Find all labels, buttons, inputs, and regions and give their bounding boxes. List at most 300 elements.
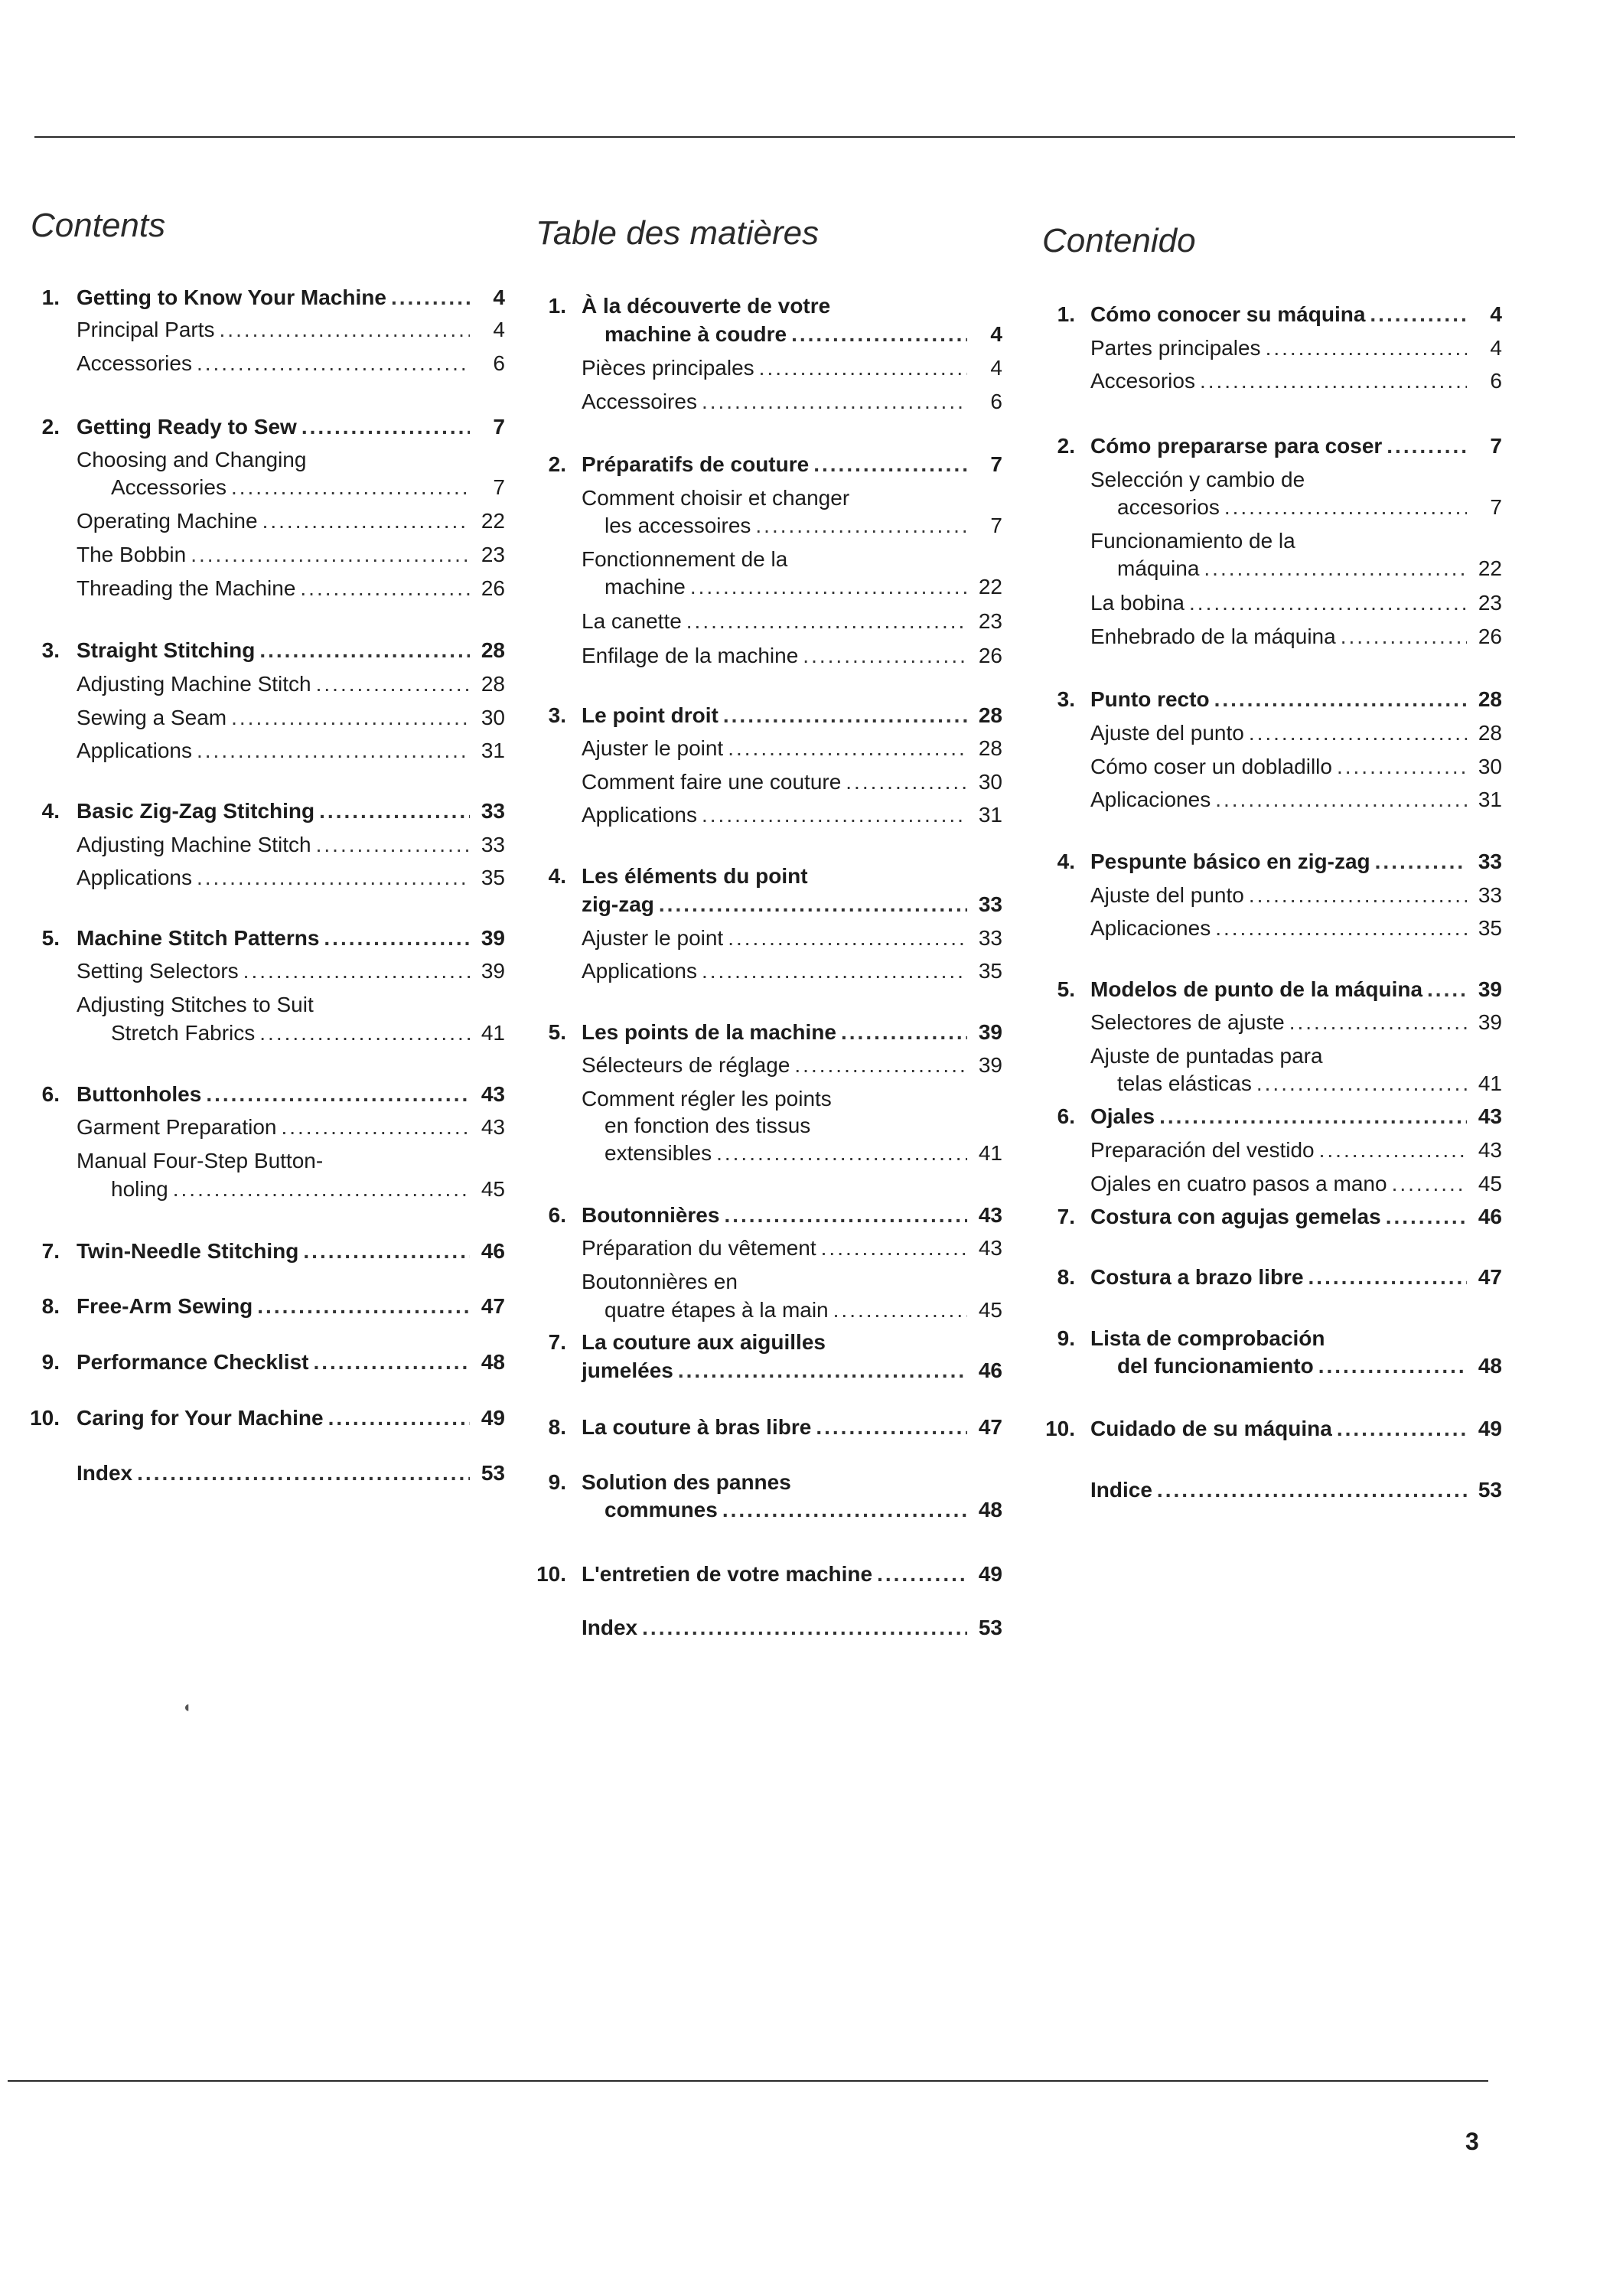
toc-entry <box>582 1235 1002 1261</box>
toc-entry <box>1090 720 1502 746</box>
toc-entry-title: Machine Stitch Patterns <box>77 926 320 950</box>
leader-dots <box>702 389 967 415</box>
toc-entry-page: 7 <box>493 475 505 499</box>
toc-entry-title: Enhebrado de la máquina <box>1090 625 1336 648</box>
toc-entry-title: Sewing a Seam <box>77 706 227 729</box>
toc-entry-title: Preparación del vestido <box>1090 1138 1315 1162</box>
toc-entry <box>582 1269 1002 1295</box>
toc-entry-title: telas elásticas <box>1117 1071 1252 1095</box>
toc-entry-title: Index <box>582 1616 638 1639</box>
leader-dots <box>1189 590 1467 616</box>
toc-entry-title: Préparation du vêtement <box>582 1236 816 1260</box>
leader-dots <box>1215 915 1467 941</box>
toc-entry <box>548 863 1002 889</box>
toc-entry-title: Cómo prepararse para coser <box>1090 434 1383 458</box>
toc-entry <box>1045 1416 1502 1442</box>
toc-entry-page: 48 <box>481 1350 505 1374</box>
leader-dots <box>1318 1353 1467 1379</box>
toc-entry-title: Selectores de ajuste <box>1090 1010 1285 1034</box>
toc-entry-page: 4 <box>493 318 505 341</box>
leader-dots <box>1266 335 1467 361</box>
toc-entry-title: Ajuste del punto <box>1090 883 1244 907</box>
toc-entry-number: 2. <box>548 452 566 476</box>
toc-entry-title: Solution des pannes <box>582 1470 791 1494</box>
toc-entry-number: 7. <box>548 1330 566 1354</box>
toc-entry <box>1057 977 1502 1003</box>
toc-entry-page: 35 <box>978 959 1002 983</box>
leader-dots <box>1200 368 1467 394</box>
leader-dots <box>759 355 967 381</box>
toc-entry-title: Ajuste del punto <box>1090 721 1244 745</box>
toc-entry-page: 41 <box>481 1021 505 1045</box>
toc-entry-title: Accessories <box>111 475 226 499</box>
leader-dots <box>1204 556 1467 582</box>
toc-entry-number: 9. <box>41 1350 60 1374</box>
leader-dots <box>1319 1137 1467 1163</box>
toc-entry <box>548 703 1002 729</box>
toc-entry-page: 33 <box>1478 883 1502 907</box>
toc-entry <box>604 574 1002 600</box>
toc-entry-page: 45 <box>1478 1172 1502 1195</box>
toc-entry-page: 30 <box>978 770 1002 794</box>
toc-entry <box>548 452 1002 478</box>
toc-entry-title: máquina <box>1117 556 1200 580</box>
toc-entry-page: 7 <box>990 452 1002 476</box>
toc-entry-title: Comment choisir et changer <box>582 486 850 510</box>
toc-entry-title: Cómo conocer su máquina <box>1090 302 1366 326</box>
toc-entry-page: 39 <box>481 959 505 983</box>
toc-entry-title: Performance Checklist <box>77 1350 309 1374</box>
toc-entry <box>1090 528 1502 554</box>
toc-entry-title: Comment régler les points <box>582 1087 832 1110</box>
leader-dots <box>728 925 967 951</box>
column-title: Contenido <box>1042 222 1196 259</box>
toc-entry-title: Adjusting Machine Stitch <box>77 833 311 856</box>
toc-entry-title: accesorios <box>1117 495 1220 519</box>
toc-entry-page: 33 <box>481 799 505 823</box>
toc-entry-number: 6. <box>1057 1104 1075 1128</box>
toc-entry-title: del funcionamiento <box>1117 1354 1314 1378</box>
toc-entry <box>1057 849 1502 875</box>
toc-entry-title: les accessoires <box>604 514 751 537</box>
leader-dots <box>791 321 967 347</box>
toc-entry-title: Applications <box>582 803 697 827</box>
toc-entry-page: 39 <box>481 926 505 950</box>
toc-entry-title: Ajuster le point <box>582 736 724 760</box>
toc-entry-number: 10. <box>536 1562 566 1586</box>
toc-entry-title: Comment faire une couture <box>582 770 842 794</box>
toc-entry <box>582 958 1002 984</box>
toc-entry-title: machine <box>604 575 686 598</box>
toc-entry-title: Costura con agujas gemelas <box>1090 1205 1381 1228</box>
leader-dots <box>1337 754 1467 780</box>
toc-entry-title: À la découverte de votre <box>582 294 831 318</box>
toc-entry <box>582 1052 1002 1078</box>
toc-entry <box>582 546 1002 572</box>
toc-entry-number: 3. <box>41 638 60 662</box>
toc-entry-title: Partes principales <box>1090 336 1261 360</box>
toc-entry <box>1117 556 1502 582</box>
toc-entry-page: 39 <box>978 1020 1002 1044</box>
toc-entry-page: 45 <box>481 1177 505 1201</box>
toc-entry-page: 43 <box>978 1203 1002 1227</box>
toc-entry-page: 31 <box>1478 788 1502 811</box>
toc-entry-number: 4. <box>548 864 566 888</box>
toc-entry-title: The Bobbin <box>77 543 187 566</box>
leader-dots <box>1341 624 1467 650</box>
toc-entry-page: 28 <box>978 736 1002 760</box>
toc-entry <box>582 925 1002 951</box>
toc-entry-title: Pièces principales <box>582 356 754 380</box>
toc-entry <box>582 1615 1002 1641</box>
toc-entry-page: 23 <box>1478 591 1502 615</box>
toc-entry-page: 22 <box>978 575 1002 598</box>
toc-entry-page: 49 <box>481 1406 505 1430</box>
leader-dots <box>728 735 967 762</box>
toc-entry-page: 4 <box>493 285 505 309</box>
toc-entry-title: Punto recto <box>1090 687 1210 711</box>
toc-entry-number: 1. <box>548 294 566 318</box>
toc-entry-page: 48 <box>1478 1354 1502 1378</box>
toc-entry-title: quatre étapes à la main <box>604 1298 829 1322</box>
toc-entry-title: Getting to Know Your Machine <box>77 285 386 309</box>
toc-entry-page: 6 <box>493 351 505 375</box>
toc-entry-page: 28 <box>1478 687 1502 711</box>
toc-entry-title: Free-Arm Sewing <box>77 1294 253 1318</box>
leader-dots <box>1249 720 1467 746</box>
toc-entry <box>1090 335 1502 361</box>
toc-entry-title: Les points de la machine <box>582 1020 836 1044</box>
toc-entry-page: 7 <box>1490 495 1502 519</box>
leader-dots <box>1256 1071 1467 1097</box>
toc-entry-title: La canette <box>582 609 682 633</box>
toc-entry <box>582 1086 1002 1112</box>
toc-entry-page: 47 <box>978 1415 1002 1439</box>
toc-entry-title: Setting Selectors <box>77 959 239 983</box>
leader-dots <box>846 769 967 795</box>
toc-entry-title: Indice <box>1090 1478 1152 1502</box>
toc-entry <box>604 513 1002 539</box>
toc-entry-title: Aplicaciones <box>1090 916 1211 940</box>
toc-entry-title: Boutonnières <box>582 1203 720 1227</box>
toc-entry-page: 30 <box>1478 755 1502 778</box>
toc-entry <box>582 643 1002 669</box>
toc-entry-title: Adjusting Stitches to Suit <box>77 993 314 1016</box>
toc-entry-page: 33 <box>481 833 505 856</box>
toc-entry-page: 6 <box>990 390 1002 413</box>
toc-entry-title: Ajuster le point <box>582 926 724 950</box>
toc-entry-number: 9. <box>548 1470 566 1494</box>
toc-entry <box>604 1140 1002 1166</box>
toc-entry-page: 39 <box>1478 977 1502 1001</box>
toc-entry <box>582 608 1002 634</box>
leader-dots <box>1249 882 1467 908</box>
toc-entry-title: Accessoires <box>582 390 697 413</box>
toc-entry-title: Caring for Your Machine <box>77 1406 324 1430</box>
toc-entry <box>1057 1104 1502 1130</box>
toc-entry-page: 28 <box>1478 721 1502 745</box>
toc-entry <box>1117 1353 1502 1379</box>
toc-entry-title: Threading the Machine <box>77 576 296 600</box>
toc-entry-title: Enfilage de la machine <box>582 644 799 667</box>
toc-entry <box>604 1113 1002 1139</box>
toc-entry-title: La couture aux aiguilles <box>582 1330 826 1354</box>
toc-entry-title: Ojales en cuatro pasos a mano <box>1090 1172 1387 1195</box>
toc-entry-page: 49 <box>978 1562 1002 1586</box>
toc-entry <box>604 1497 1002 1523</box>
leader-dots <box>877 1561 967 1587</box>
toc-entry-title: Fonctionnement de la <box>582 547 788 571</box>
toc-entry-page: 39 <box>1478 1010 1502 1034</box>
leader-dots <box>659 892 967 918</box>
toc-entry <box>1057 433 1502 459</box>
toc-entry-page: 47 <box>1478 1265 1502 1289</box>
toc-entry <box>1090 368 1502 394</box>
leader-dots <box>686 608 967 634</box>
toc-entry-title: Basic Zig-Zag Stitching <box>77 799 315 823</box>
toc-entry-page: 6 <box>1490 369 1502 393</box>
leader-dots <box>816 1414 967 1440</box>
toc-entry-page: 7 <box>990 514 1002 537</box>
toc-entry-number: 5. <box>548 1020 566 1044</box>
toc-entry-page: 53 <box>481 1461 505 1485</box>
toc-entry-title: Boutonnières en <box>582 1270 738 1293</box>
toc-entry-number: 7. <box>41 1239 60 1263</box>
toc-entry-page: 41 <box>1478 1071 1502 1095</box>
toc-entry-number: 1. <box>1057 302 1075 326</box>
toc-entry-title: Sélecteurs de réglage <box>582 1053 790 1077</box>
leader-dots <box>678 1358 967 1384</box>
toc-entry-title: Stretch Fabrics <box>111 1021 256 1045</box>
toc-entry-title: Manual Four-Step Button- <box>77 1149 324 1172</box>
leader-dots <box>1215 787 1467 813</box>
leader-dots <box>833 1297 967 1323</box>
leader-dots <box>1386 1204 1467 1230</box>
toc-entry-page: 7 <box>493 415 505 439</box>
toc-entry <box>582 769 1002 795</box>
toc-entry-page: 53 <box>978 1616 1002 1639</box>
toc-entry <box>1057 1326 1502 1352</box>
toc-entry <box>582 892 1002 918</box>
toc-entry-title: Selección y cambio de <box>1090 468 1305 491</box>
toc-entry-title: zig-zag <box>582 892 654 916</box>
toc-entry-number: 8. <box>41 1294 60 1318</box>
toc-entry-title: Cuidado de su máquina <box>1090 1417 1332 1440</box>
toc-entry-title: extensibles <box>604 1141 712 1165</box>
toc-entry <box>536 1561 1002 1587</box>
toc-entry-page: 46 <box>481 1239 505 1263</box>
toc-entry-page: 48 <box>978 1498 1002 1521</box>
leader-dots <box>702 958 967 984</box>
toc-entry-page: 43 <box>1478 1138 1502 1162</box>
leader-dots <box>1157 1477 1467 1503</box>
toc-entry-number: 5. <box>41 926 60 950</box>
toc-entry <box>1090 754 1502 780</box>
toc-entry-title: Applications <box>77 739 192 762</box>
toc-entry-page: 4 <box>1490 336 1502 360</box>
leader-dots <box>813 452 967 478</box>
toc-entry-number: 6. <box>41 1082 60 1106</box>
toc-entry <box>1090 1477 1502 1503</box>
toc-entry-title: Buttonholes <box>77 1082 202 1106</box>
toc-entry-number: 3. <box>1057 687 1075 711</box>
toc-entry-page: 33 <box>978 926 1002 950</box>
toc-entry <box>604 321 1002 347</box>
toc-entry-title: Funcionamiento de la <box>1090 529 1295 553</box>
toc-entry-title: holing <box>111 1177 168 1201</box>
leader-dots <box>1427 977 1467 1003</box>
toc-entry <box>582 485 1002 511</box>
toc-entry-page: 35 <box>481 866 505 889</box>
toc-entry-title: jumelées <box>582 1358 673 1382</box>
toc-entry-number: 8. <box>548 1415 566 1439</box>
toc-entry-title: en fonction des tissus <box>604 1114 811 1137</box>
toc-entry-title: Straight Stitching <box>77 638 256 662</box>
toc-entry-page: 33 <box>978 892 1002 916</box>
toc-entry-page: 31 <box>481 739 505 762</box>
toc-entry <box>604 1297 1002 1323</box>
toc-entry-title: Index <box>77 1461 133 1485</box>
leader-dots <box>690 574 967 600</box>
toc-entry <box>1090 1043 1502 1069</box>
toc-entry <box>582 802 1002 828</box>
leader-dots <box>1308 1264 1467 1290</box>
toc-entry <box>582 389 1002 415</box>
leader-dots <box>1214 687 1467 713</box>
toc-entry <box>1090 1171 1502 1197</box>
toc-entry-page: 47 <box>481 1294 505 1318</box>
toc-entry-number: 2. <box>41 415 60 439</box>
toc-entry-title: Ojales <box>1090 1104 1155 1128</box>
toc-entry-page: 39 <box>978 1053 1002 1077</box>
toc-entry-page: 31 <box>978 803 1002 827</box>
toc-entry-page: 35 <box>1478 916 1502 940</box>
toc-entry <box>1117 494 1502 520</box>
toc-entry-title: Préparatifs de couture <box>582 452 810 476</box>
toc-entry-title: Accessories <box>77 351 192 375</box>
toc-entry-number: 4. <box>1057 850 1075 873</box>
toc-entry-title: La couture à bras libre <box>582 1415 812 1439</box>
leader-dots <box>1224 494 1467 520</box>
toc-entry <box>582 355 1002 381</box>
leader-dots <box>1159 1104 1467 1130</box>
toc-entry-number: 4. <box>41 799 60 823</box>
toc-entry <box>548 1414 1002 1440</box>
toc-entry <box>1117 1071 1502 1097</box>
toc-entry-title: Ajuste de puntadas para <box>1090 1044 1323 1068</box>
toc-entry <box>548 1329 1002 1355</box>
toc-entry-page: 4 <box>990 356 1002 380</box>
toc-entry <box>1057 687 1502 713</box>
toc-entry-title: Aplicaciones <box>1090 788 1211 811</box>
toc-entry-title: Adjusting Machine Stitch <box>77 672 311 696</box>
toc-entry-page: 43 <box>481 1115 505 1139</box>
leader-dots <box>1392 1171 1467 1197</box>
page-number: 3 <box>1465 2128 1479 2155</box>
toc-entry <box>1090 787 1502 813</box>
toc-entry <box>1090 1137 1502 1163</box>
toc-entry-page: 26 <box>481 576 505 600</box>
leader-dots <box>794 1052 967 1078</box>
toc-entry <box>548 1019 1002 1045</box>
leader-dots <box>803 643 967 669</box>
toc-entry-number: 1. <box>41 285 60 309</box>
toc-entry-page: 7 <box>1490 434 1502 458</box>
toc-entry-title: Costura a brazo libre <box>1090 1265 1304 1289</box>
toc-entry-page: 30 <box>481 706 505 729</box>
toc-entry-page: 43 <box>481 1082 505 1106</box>
toc-entry-title: Choosing and Changing <box>77 448 307 471</box>
toc-entry-title: Le point droit <box>582 703 719 727</box>
leader-dots <box>642 1615 967 1641</box>
toc-entry <box>548 1469 1002 1495</box>
toc-entry <box>1090 915 1502 941</box>
toc-entry-page: 26 <box>978 644 1002 667</box>
toc-entry-page: 41 <box>978 1141 1002 1165</box>
toc-entry-page: 26 <box>1478 625 1502 648</box>
leader-dots <box>841 1019 967 1045</box>
toc-entry-title: machine à coudre <box>604 322 787 346</box>
toc-entry-title: Principal Parts <box>77 318 215 341</box>
toc-entry <box>582 1358 1002 1384</box>
toc-entry-page: 28 <box>481 672 505 696</box>
column-title: Contents <box>31 207 166 244</box>
toc-entry-page: 43 <box>978 1236 1002 1260</box>
toc-entry-number: 10. <box>1045 1417 1075 1440</box>
leader-dots <box>724 1202 967 1228</box>
toc-entry <box>1090 1009 1502 1035</box>
toc-entry-number: 3. <box>548 703 566 727</box>
toc-entry-title: Modelos de punto de la máquina <box>1090 977 1423 1001</box>
toc-entry-page: 45 <box>978 1298 1002 1322</box>
toc-entry-title: Cómo coser un dobladillo <box>1090 755 1332 778</box>
leader-dots <box>1289 1009 1467 1035</box>
leader-dots <box>723 703 967 729</box>
toc-entry-page: 46 <box>978 1358 1002 1382</box>
toc-entry <box>1057 1204 1502 1230</box>
leader-dots <box>716 1140 967 1166</box>
toc-entry <box>548 293 1002 319</box>
toc-entry-page: 49 <box>1478 1417 1502 1440</box>
leader-dots <box>821 1235 967 1261</box>
toc-entry-page: 23 <box>978 609 1002 633</box>
toc-entry-title: Getting Ready to Sew <box>77 415 297 439</box>
toc-entry <box>1090 467 1502 493</box>
toc-entry-page: 33 <box>1478 850 1502 873</box>
toc-entry-title: Accesorios <box>1090 369 1195 393</box>
leader-dots <box>755 513 967 539</box>
leader-dots <box>1375 849 1467 875</box>
toc-entry-title: Operating Machine <box>77 509 258 533</box>
toc-entry <box>1090 624 1502 650</box>
toc-entry-page: 46 <box>1478 1205 1502 1228</box>
toc-entry-page: 23 <box>481 543 505 566</box>
toc-entry-number: 8. <box>1057 1265 1075 1289</box>
toc-entry-page: 22 <box>1478 556 1502 580</box>
toc-entry-title: Twin-Needle Stitching <box>77 1239 299 1263</box>
leader-dots <box>1387 433 1467 459</box>
toc-entry <box>548 1202 1002 1228</box>
toc-entry-page: 4 <box>990 322 1002 346</box>
toc-entry <box>1090 590 1502 616</box>
leader-dots <box>702 802 967 828</box>
toc-entry-title: communes <box>604 1498 718 1521</box>
toc-entry-number: 10. <box>30 1406 60 1430</box>
toc-entry-number: 6. <box>548 1203 566 1227</box>
toc-entry-title: Les éléments du point <box>582 864 808 888</box>
leader-dots <box>1370 302 1467 328</box>
toc-entry-number: 2. <box>1057 434 1075 458</box>
